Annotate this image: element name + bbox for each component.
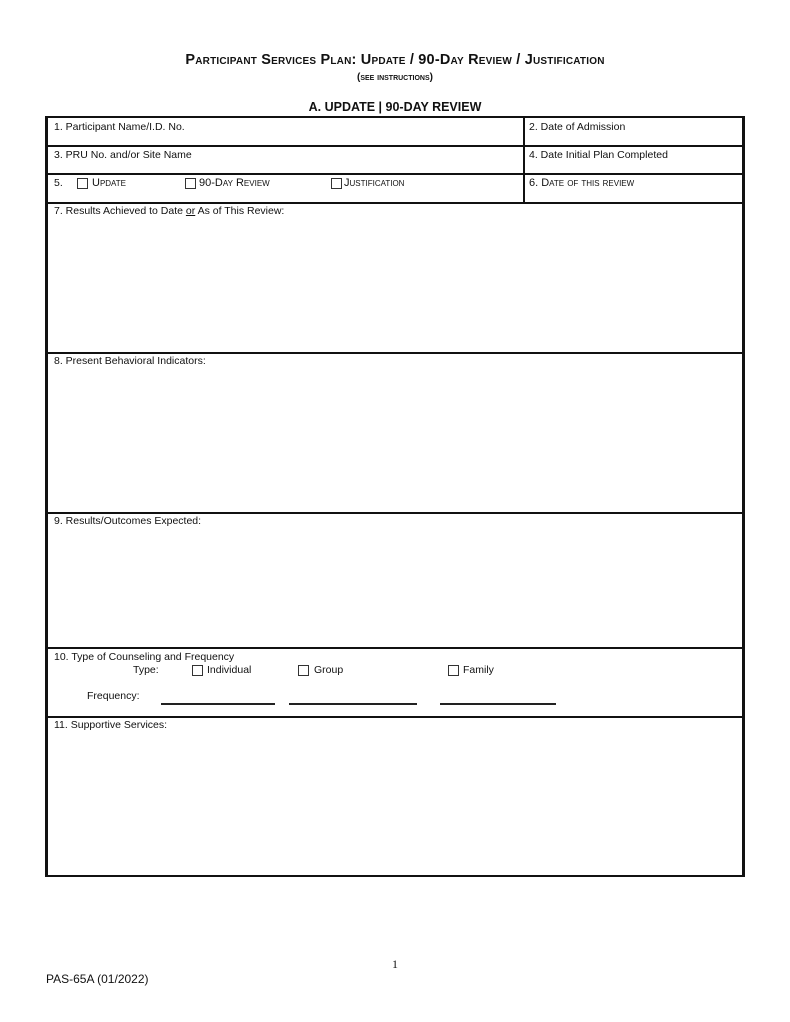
divider (46, 145, 745, 147)
individual-label: Individual (207, 664, 252, 676)
form-id: PAS-65A (01/2022) (46, 972, 149, 986)
frequency-group-input[interactable] (289, 703, 417, 705)
page-number: 1 (392, 957, 398, 971)
divider (46, 202, 745, 204)
divider (46, 173, 745, 175)
individual-checkbox[interactable] (192, 665, 203, 676)
frequency-label: Frequency: (87, 690, 140, 702)
date-initial-plan-field[interactable]: 4. Date Initial Plan Completed (529, 149, 668, 161)
divider (46, 512, 745, 514)
results-achieved-label: 7. Results Achieved to Date (54, 205, 186, 217)
results-achieved-label-end: As of This Review: (195, 205, 285, 217)
form-title: Participant Services Plan: Update / 90-Day Review / Justification (185, 52, 605, 68)
border-bottom (46, 875, 745, 877)
date-this-review-field[interactable]: 6. Date of this review (529, 177, 635, 189)
group-checkbox[interactable] (298, 665, 309, 676)
divider (46, 716, 745, 718)
counseling-title: 10. Type of Counseling and Frequency (54, 651, 235, 663)
results-achieved-field[interactable] (54, 205, 284, 217)
justification-label: Justification (344, 177, 405, 189)
results-achieved-or: or (185, 205, 196, 217)
counseling-type-label: Type: (133, 664, 159, 676)
participant-name-field[interactable]: 1. Participant Name/I.D. No. (54, 121, 185, 133)
form-subtitle: (see instructions) (357, 72, 433, 83)
group-label: Group (314, 664, 344, 676)
border-right (742, 116, 745, 877)
divider (46, 647, 745, 649)
outcomes-expected-field[interactable]: 9. Results/Outcomes Expected: (54, 515, 202, 527)
review-type-number: 5. (54, 177, 63, 189)
supportive-services-field[interactable]: 11. Supportive Services: (54, 719, 168, 731)
90-day-review-checkbox[interactable] (185, 178, 196, 189)
column-divider (523, 116, 525, 203)
date-admission-field[interactable]: 2. Date of Admission (529, 121, 626, 133)
family-label: Family (463, 664, 494, 676)
frequency-individual-input[interactable] (161, 703, 275, 705)
justification-checkbox[interactable] (331, 178, 342, 189)
section-title: A. UPDATE | 90-DAY REVIEW (308, 100, 482, 114)
behavioral-indicators-field[interactable]: 8. Present Behavioral Indicators: (54, 355, 206, 367)
pru-site-field[interactable]: 3. PRU No. and/or Site Name (54, 149, 192, 161)
update-checkbox[interactable] (77, 178, 88, 189)
frequency-family-input[interactable] (440, 703, 556, 705)
border-left (45, 116, 48, 877)
family-checkbox[interactable] (448, 665, 459, 676)
90-day-review-label: 90-Day Review (199, 177, 270, 189)
divider (46, 352, 745, 354)
update-label: Update (92, 177, 127, 189)
border-top (46, 116, 745, 118)
